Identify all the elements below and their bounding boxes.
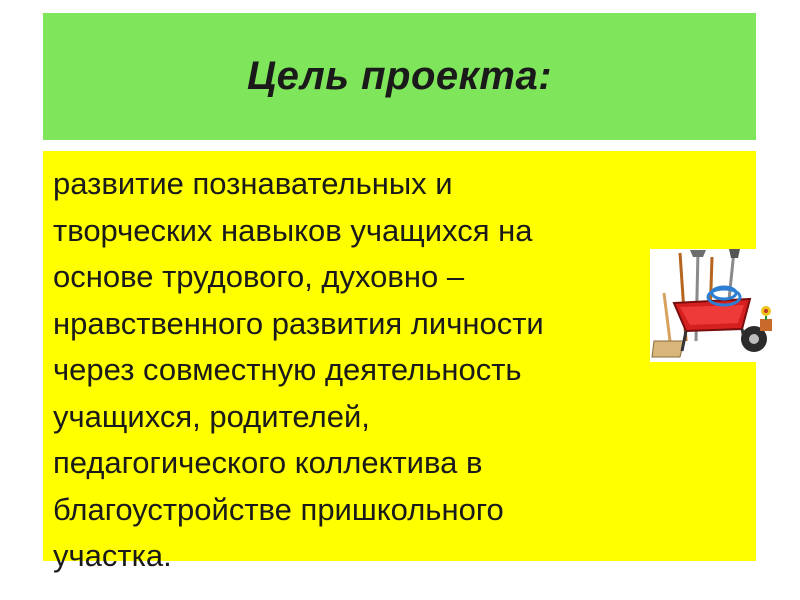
garden-tools-wheelbarrow-icon [650,249,778,362]
body-line: развитие познавательных и [53,166,453,201]
body-line: через совместную деятельность [53,352,522,387]
body-line: творческих навыков учащихся на [53,212,533,248]
body-line: участка. [53,538,172,573]
body-line: педагогического коллектива в [53,445,483,480]
slide-title: Цель проекта: [246,54,553,98]
body-line: основе трудового, духовно – [53,259,465,294]
title-band [43,13,756,140]
body-line: учащихся, родителей, [53,398,370,434]
body-line: нравственного развития личности [53,305,544,341]
body-line: благоустройстве пришкольного [53,491,504,527]
body-text [53,161,663,580]
